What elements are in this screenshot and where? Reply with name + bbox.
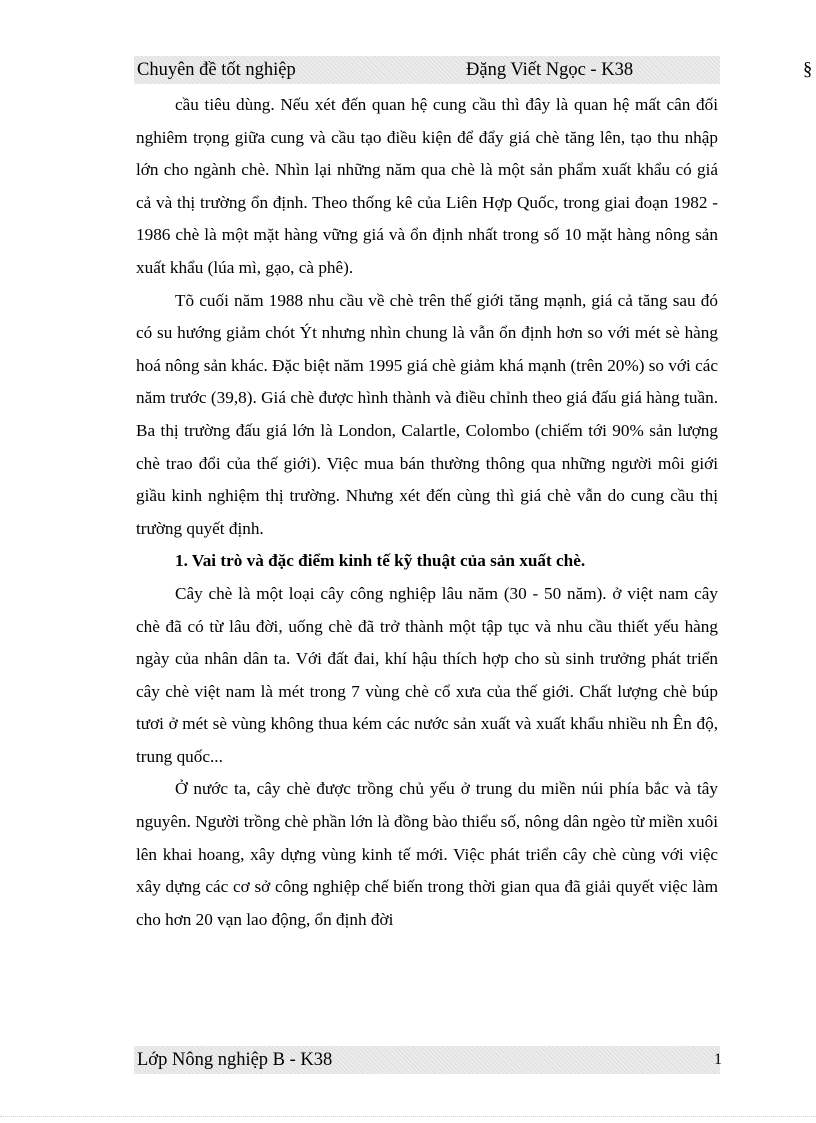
page-number: 1: [714, 1051, 722, 1068]
page-bottom-divider: [0, 1116, 816, 1117]
body-text: [136, 89, 718, 936]
paragraph-4: Ở nước ta, cây chè được trồng chủ yếu ở trung du miền núi phía bắc và tây nguyên. Người trồng chè phần lớn là đồng bào thiểu số, nông dân ngèo từ miền xuôi lên khai hoang, xây dựng vùng kinh tế mới. Việc phát triển cây chè cùng với việc xây dựng các cơ sở công nghiệp chế biến trong thời gian qua đã giải quyết việc làm cho hơn 20 vạn lao động, ổn định đời: [136, 779, 718, 929]
header-document-type: Chuyên đề tốt nghiệp: [137, 60, 296, 80]
section-heading: 1. Vai trò và đặc điểm kinh tế kỹ thuật của sản xuất chè.: [175, 551, 586, 571]
paragraph-1: cầu tiêu dùng. Nếu xét đến quan hệ cung cầu thì đây là quan hệ mất cân đối nghiêm trọng giữa cung và cầu tạo điều kiện để đẩy giá chè tăng lên, tạo thu nhập lớn cho ngành chè. Nhìn lại những năm qua chè là một sản phẩm xuất khẩu có giá cả và thị trường ổn định. Theo thống kê của Liên Hợp Quốc, trong giai đoạn 1982 - 1986 chè là một mặt hàng vững giá và ổn định nhất trong số 10 mặt hàng nông sản xuất khẩu (lúa mì, gạo, cà phê).: [136, 95, 718, 277]
paragraph-2: Tõ cuối năm 1988 nhu cầu về chè trên thế giới tăng mạnh, giá cả tăng sau đó có su hướng giảm chót Ýt nhưng nhìn chung là vẫn ổn định hơn so với mét sè hàng hoá nông sản khác. Đặc biệt năm 1995 giá chè giảm khá mạnh (trên 20%) so với các năm trước (39,8). Giá chè được hình thành và điều chỉnh theo giá đấu giá hàng tuần. Ba thị trường đấu giá lớn là London, Calartle, Colombo (chiếm tới 90% sản lượng chè trao đổi của thế giới). Việc mua bán thường thông qua những người môi giới giầu kinh nghiệm thị trường. Nhưng xét đến cùng thì giá chè vẫn do cung cầu thị trường quyết định.: [136, 290, 718, 538]
footer-class-label: Lớp Nông nghiệp B - K38: [137, 1050, 333, 1070]
header-section-mark: §: [803, 60, 813, 80]
paragraph-3: Cây chè là một loại cây công nghiệp lâu năm (30 - 50 năm). ở việt nam cây chè đã có từ lâu đời, uống chè đã trở thành một tập tục và nhu cầu thiết yếu hàng ngày của nhân dân ta. Với đất đai, khí hậu thích hợp cho sù sinh trưởng phát triển cây chè việt nam là mét trong 7 vùng chè cổ xưa của thế giới. Chất lượng chè búp tươi ở mét sè vùng không thua kém các nước sản xuất và xuất khẩu nhiều nh Ên độ, trung quốc...: [136, 583, 718, 766]
header-author: Đặng Viết Ngọc - K38: [466, 60, 634, 80]
